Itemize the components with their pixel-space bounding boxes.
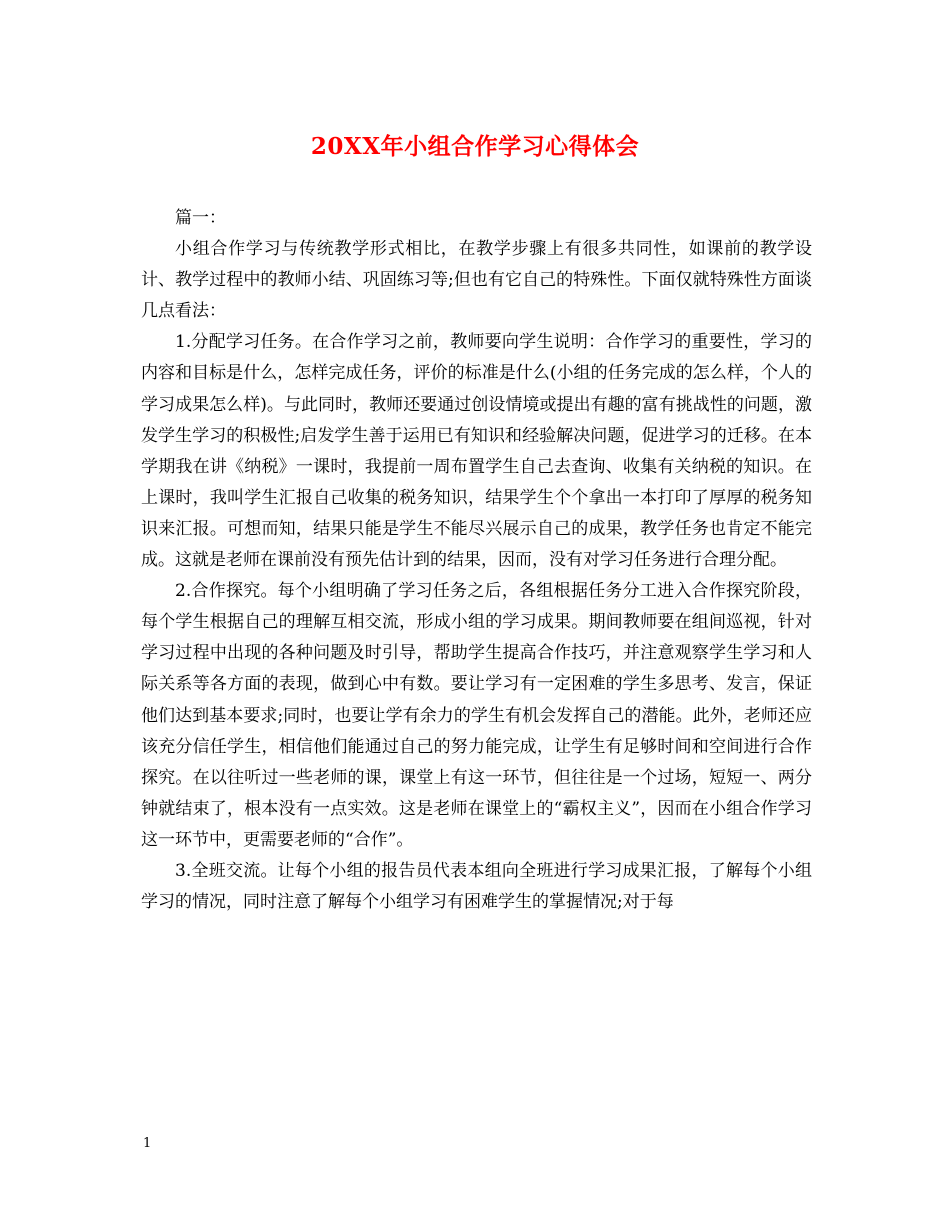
- document-body: [141, 203, 812, 918]
- intro-paragraph: 小组合作学习与传统教学形式相比，在教学步骤上有很多共同性，如课前的教学设计、教学过程中的教师小结、巩固练习等;但也有它自己的特殊性。下面仅就特殊性方面谈几点看法：: [141, 239, 812, 322]
- section-heading: 篇一：: [175, 208, 226, 228]
- paragraph-task-assignment: 1.分配学习任务。在合作学习之前，教师要向学生说明：合作学习的重要性，学习的内容和目标是什么，怎样完成任务，评价的标准是什么(小组的任务完成的怎么样，个人的学习成果怎么样)。与此同时，教师还要通过创设情境或提出有趣的富有挑战性的问题，激发学生学习的积极性;启发学生善于运用已有知识和经验解决问题，促进学习的迁移。在本学期我在讲《纳税》一课时，我提前一周布置学生自己去查询、收集有关纳税的知识。在上课时，我叫学生汇报自己收集的税务知识，结果学生个个拿出一本打印了厚厚的税务知识来汇报。可想而知，结果只能是学生不能尽兴展示自己的成果，教学任务也肯定不能完成。这就是老师在课前没有预先估计到的结果，因而，没有对学习任务进行合理分配。: [141, 332, 812, 571]
- paragraph-cooperative-exploration: 2.合作探究。每个小组明确了学习任务之后，各组根据任务分工进入合作探究阶段，每个学生根据自己的理解互相交流，形成小组的学习成果。期间教师要在组间巡视，针对学习过程中出现的各种问题及时引导，帮助学生提高合作技巧，并注意观察学生学习和人际关系等各方面的表现，做到心中有数。要让学习有一定困难的学生多思考、发言，保证他们达到基本要求;同时，也要让学有余力的学生有机会发挥自己的潜能。此外，老师还应该充分信任学生，相信他们能通过自己的努力能完成，让学生有足够时间和空间进行合作探究。在以往听过一些老师的课，课堂上有这一环节，但往往是一个过场，短短一、两分钟就结束了，根本没有一点实效。这是老师在课堂上的“霸权主义”，因而在小组合作学习这一环节中，更需要老师的“合作”。: [141, 581, 812, 850]
- page-number: 1: [143, 1136, 152, 1151]
- document-title: 20XX年小组合作学习心得体会: [310, 133, 640, 160]
- paragraph-class-exchange: 3.全班交流。让每个小组的报告员代表本组向全班进行学习成果汇报，了解每个小组学习的情况，同时注意了解每个小组学习有困难学生的掌握情况;对于每: [141, 860, 812, 913]
